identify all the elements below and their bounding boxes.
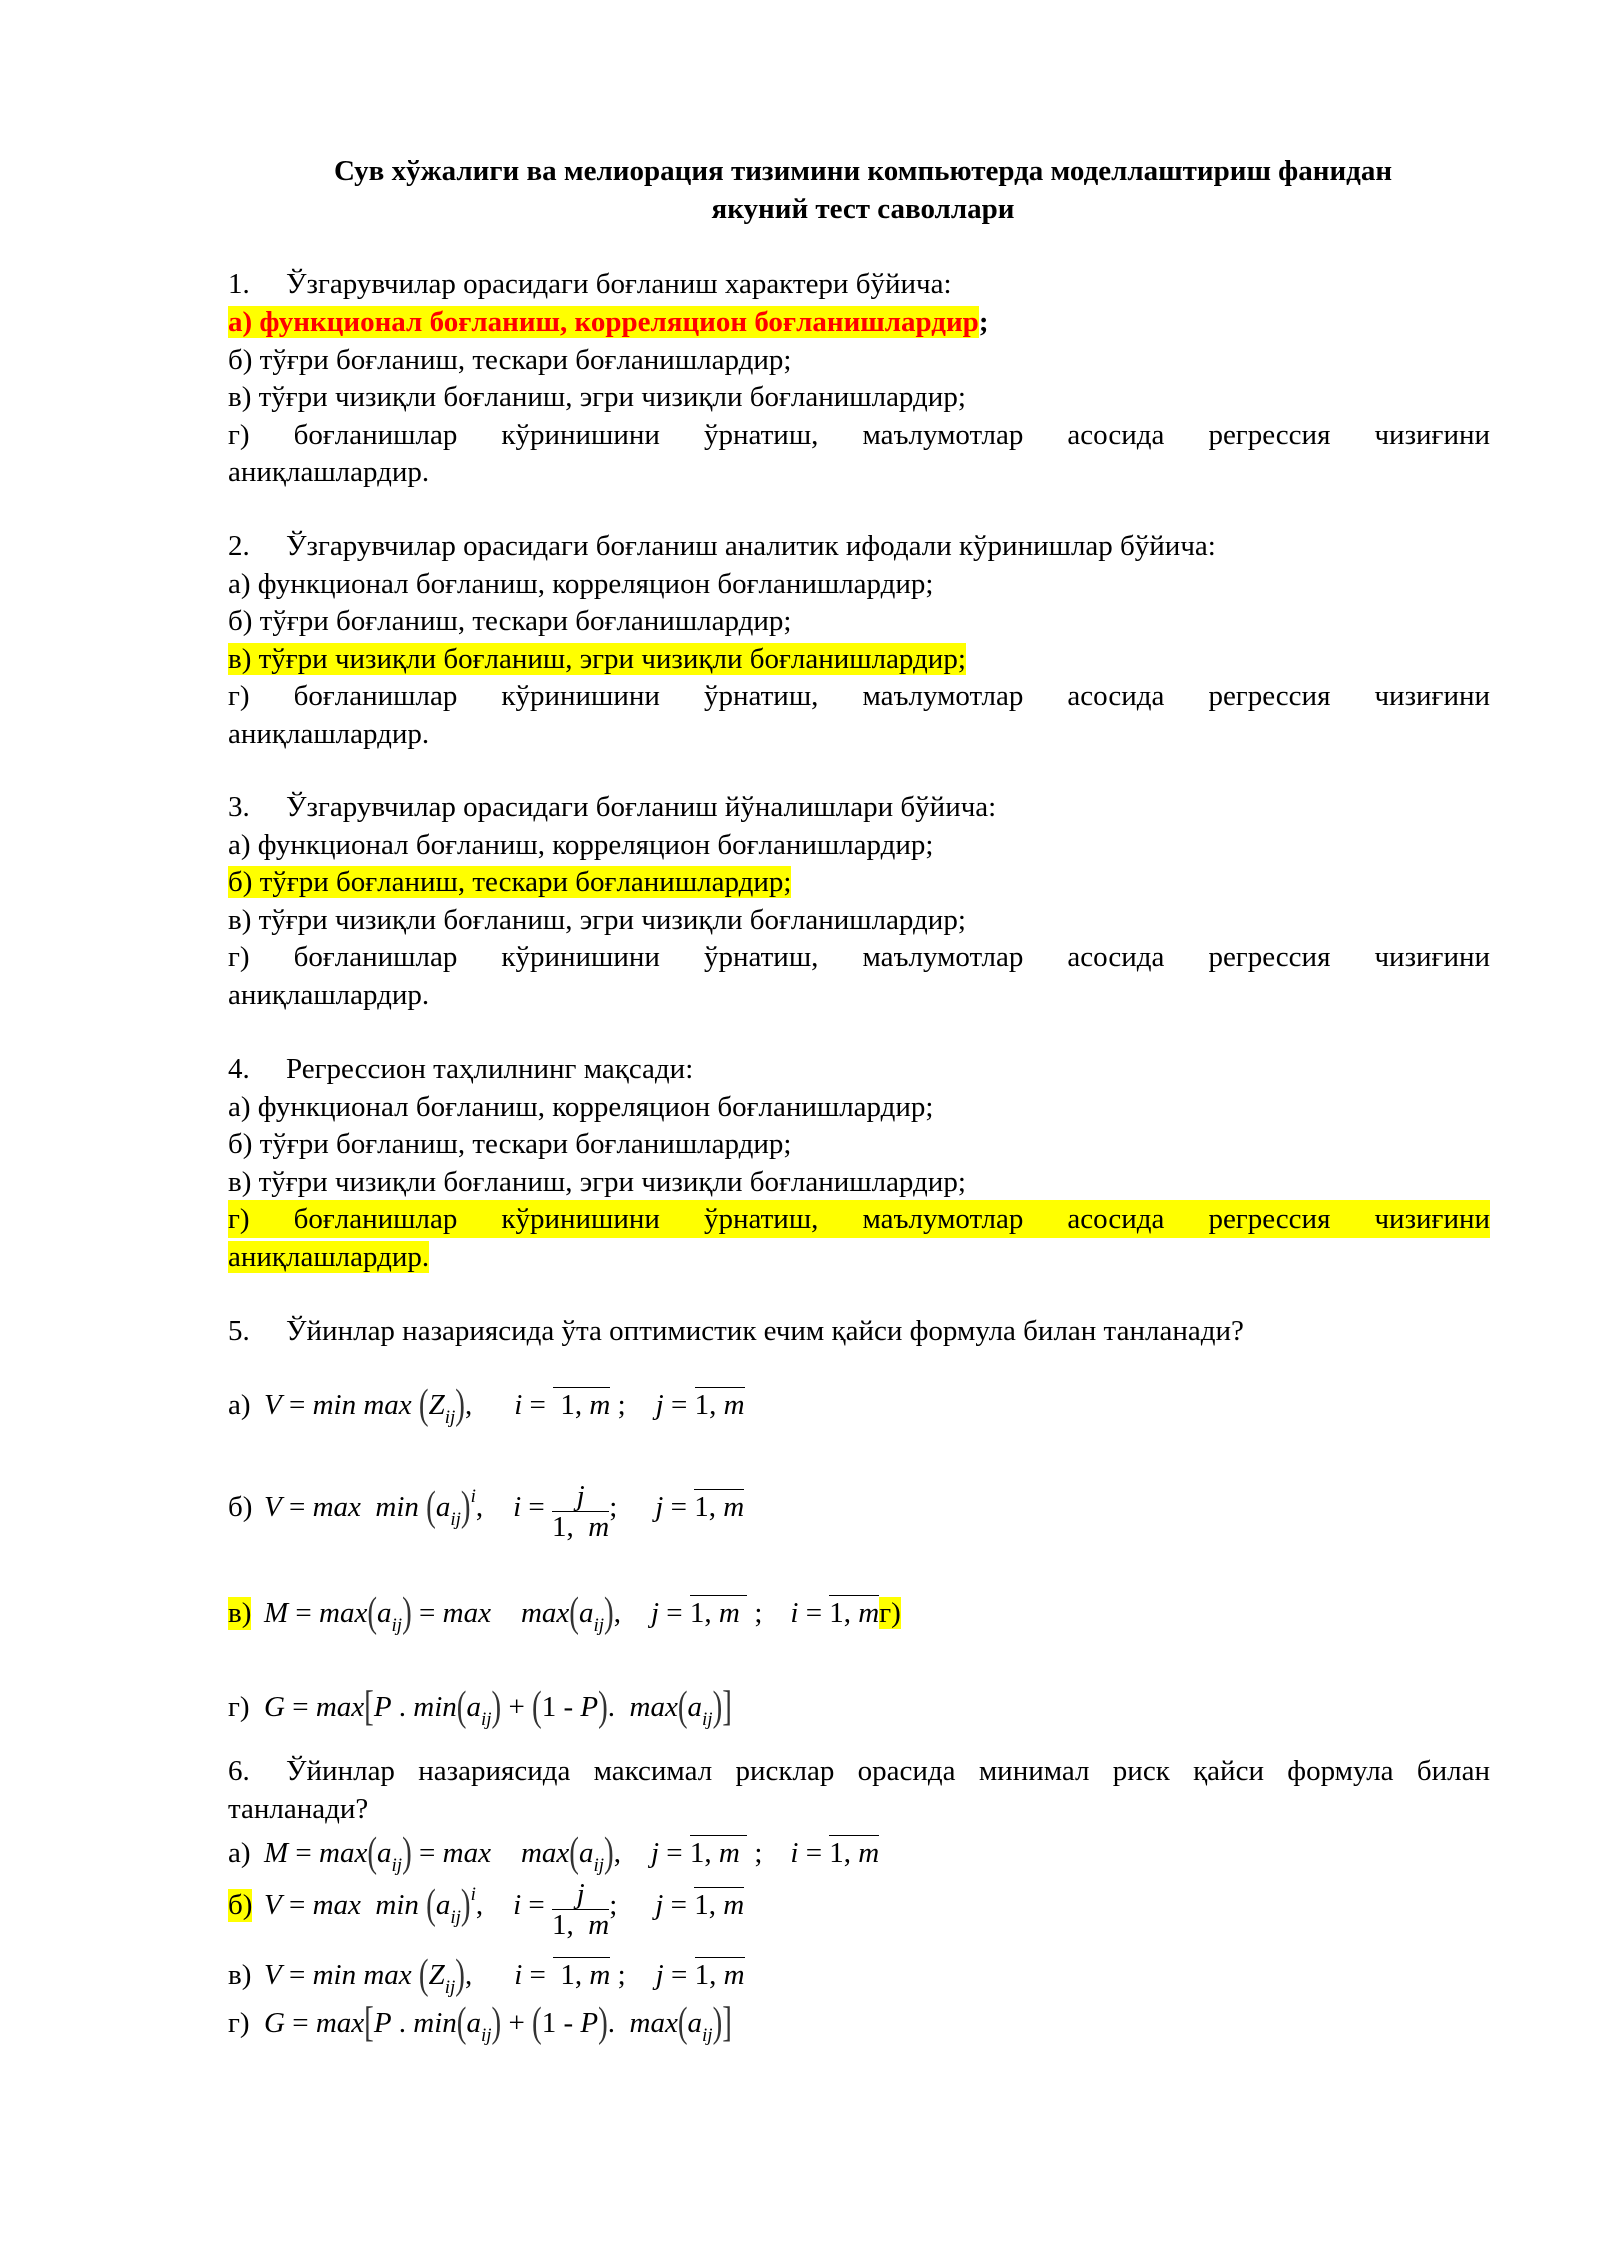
q4-option-g-line-2 xyxy=(228,1238,429,1276)
q3-option-a: а) функционал боғланиш, корреляцион боғланишлардир; xyxy=(228,829,934,861)
q3-option-g-line-2: аниқлашлардир. xyxy=(228,979,430,1011)
formula: $V = \max \min (a_{ij})^i$, i = $\frac{j}{1, m}$ ; j = 1, m xyxy=(264,1878,745,1941)
q2-option-a: а) функционал боғланиш, корреляцион боғланишлардир; xyxy=(228,568,934,600)
question-2 xyxy=(228,527,1216,565)
formula: G = max[P . $\min(a_{ij}) + (1 - P)$. $\max(a_{ij})$] xyxy=(264,1999,732,2046)
question-number: 6. xyxy=(228,1755,250,1787)
formula: $V = \min \max (Z_{ij})$, i = 1, m ; j = 1, m xyxy=(264,1951,745,1998)
question-text: Ўйинлар назариясида ўта оптимистик ечим қайси формула билан танланади? xyxy=(286,1315,1244,1347)
correct-answer: а) функционал боғланиш, корреляцион боғланишлардир xyxy=(228,306,979,338)
q1-option-g-line-1: г) боғланишлар кўринишини ўрнатиш, маълумотлар асосида регрессия чизиғини xyxy=(228,419,1490,451)
correct-answer: аниқлашлардир. xyxy=(228,1241,430,1273)
q3-option-g-line-1: г) боғланишлар кўринишини ўрнатиш, маълумотлар асосида регрессия чизиғини xyxy=(228,941,1490,973)
q1-option-v: в) тўғри чизиқли боғланиш, эгри чизиқли боғланишлардир; xyxy=(228,381,966,413)
q4-option-a: а) функционал боғланиш, корреляцион боғланишлардир; xyxy=(228,1091,934,1123)
formula: G = max[P . $\min(a_{ij}) + (1 - P)$. $\max(a_{ij})$] xyxy=(264,1683,732,1730)
q3-option-v: в) тўғри чизиқли боғланиш, эгри чизиқли боғланишлардир; xyxy=(228,904,966,936)
question-number: 2. xyxy=(228,530,250,562)
correct-answer-label: б) xyxy=(228,1889,253,1921)
correct-answer: б) тўғри боғланиш, тескари боғланишлардир; xyxy=(228,866,792,898)
q3-option-b xyxy=(228,863,791,901)
q1-option-a: а) функционал боғланиш, корреляцион боғланишлардир; xyxy=(228,306,989,338)
q4-option-b: б) тўғри боғланиш, тескари боғланишлардир; xyxy=(228,1128,792,1160)
q2-option-v xyxy=(228,640,966,678)
question-number: 1. xyxy=(228,268,250,300)
q2-option-g-line-2: аниқлашлардир. xyxy=(228,718,430,750)
question-text: Ўйинлар назариясида максимал рисклар орасида минимал риск қайси формула билан xyxy=(286,1755,1490,1787)
q2-option-b: б) тўғри боғланиш, тескари боғланишлардир; xyxy=(228,605,792,637)
question-number: 5. xyxy=(228,1315,250,1347)
question-1 xyxy=(228,265,952,303)
correct-answer: в) тўғри чизиқли боғланиш, эгри чизиқли боғланишлардир; xyxy=(228,643,966,675)
document-title-line-2: якуний тест саволлари xyxy=(711,193,1015,225)
question-text: Ўзгарувчилар орасидаги боғланиш аналитик ифодали кўринишлар бўйича: xyxy=(286,530,1216,562)
formula: $M = \max(a_{ij}) = \max \max(a_{ij})$, j = 1, m ; i = 1, m xyxy=(264,1829,880,1876)
question-text: Ўзгарувчилар орасидаги боғланиш йўналишлари бўйича: xyxy=(286,791,997,823)
question-text: Ўзгарувчилар орасидаги боғланиш характери бўйича: xyxy=(286,268,952,300)
formula: $V = \max \min (a_{ij})^i$, i = $\frac{j}{1, m}$ ; j = 1, m xyxy=(264,1480,745,1543)
question-number: 3. xyxy=(228,791,250,823)
question-number: 4. xyxy=(228,1053,250,1085)
formula: $M = \max(a_{ij}) = \max \max(a_{ij})$, j = 1, m ; i = 1, mг) xyxy=(264,1589,901,1636)
question-5 xyxy=(228,1312,1244,1350)
question-6 xyxy=(228,1752,1490,1790)
question-6-line-2: танланади? xyxy=(228,1793,369,1825)
q1-option-g-line-2: аниқлашлардир. xyxy=(228,456,430,488)
question-4 xyxy=(228,1050,693,1088)
q2-option-g-line-1: г) боғланишлар кўринишини ўрнатиш, маълумотлар асосида регрессия чизиғини xyxy=(228,680,1490,712)
question-3 xyxy=(228,788,996,826)
q4-option-g-line-1: г) боғланишлар кўринишини ўрнатиш, маълумотлар асосида регрессия чизиғини xyxy=(228,1200,1490,1238)
document-title-line-1: Сув хўжалиги ва мелиорация тизимини компьютерда моделлаштириш фанидан xyxy=(333,155,1393,187)
q4-option-v: в) тўғри чизиқли боғланиш, эгри чизиқли боғланишлардир; xyxy=(228,1166,966,1198)
q1-option-b: б) тўғри боғланиш, тескари боғланишлардир; xyxy=(228,344,792,376)
question-text: Регрессион таҳлилнинг мақсади: xyxy=(286,1053,694,1085)
formula: $V = \min \max (Z_{ij})$, i = 1, m ; j = 1, m xyxy=(264,1381,745,1428)
document-page: Сув хўжалиги ва мелиорация тизимини компьютерда моделлаштириш фанидан якуний тест саволлари 1. Ўзгарувчилар орасидаги боғланиш характери бўйича: а) функционал боғланиш, корреляцион боғланишлардир; б) тўғри боғланиш, тескари боғланишлардир; в) тўғри чизиқли боғланиш, эгри чизиқли боғланишлардир; г) боғланишлар кўринишини ўрнатиш, маълумотлар асосида регрессия чизиғини аниқлашлардир. 2. Ўзгарувчилар орасидаги боғланиш аналитик ифодали кўринишлар бўйича: а) функционал боғланиш, корреляцион боғланишлардир; б) тўғри боғланиш, тескари боғланишлардир; в) тўғри чизиқли боғланиш, эгри чизиқли боғланишлардир; г) боғланишлар кўринишини ўрнатиш, маълумотлар асосида регрессия чизиғини аниқлашлардир. 3. Ўзгарувчилар орасидаги боғланиш йўналишлари бўйича: а) функционал боғланиш, корреляцион боғланишлардир; б) тўғри боғланиш, тескари боғланишлардир; в) тўғри чизиқли боғланиш, эгри чизиқли боғланишлардир; г) боғланишлар кўринишини ўрнатиш, маълумотлар асосида регрессия чизиғини аниқлашлардир. 4. Регрессион таҳлилнинг мақсади: а) функционал боғланиш, корреляцион боғланишлардир; б) тўғри боғланиш, тескари боғланишлардир; в) тўғри чизиқли боғланиш, эгри чизиқли боғланишлардир; г) боғланишлар кўринишини ўрнатиш, маълумотлар асосида регрессия чизиғини аниқлашлардир. 5. Ўйинлар назариясида ўта оптимистик ечим қайси формула билан танланади? а) $V = \min \max (Z_{ij})$, i = 1, m ; j = 1, m б) $V = \max \min (a_{ij})^i$, i = $\frac{j}{1, m}$ ; j = 1, m в) $M = \max(a_{ij}) = \max \max(a_{ij})$, j = 1, m ; i = 1, mг) г) G = max[P . $\min(a_{ij}) + (1 - P)$. $\max(a_{ij})$] 6. Ўйинлар назариясида максимал рисклар орасида минимал риск қайси формула билан танланади? а) $M = \max(a_{ij}) = \max \max(a_{ij})$, j = 1, m ; i = 1, m б) $V = \max \min (a_{ij})^i$, i = $\frac{j}{1, m}$ ; j = 1, m в) $V = \min \max (Z_{ij})$, i = 1, m ; j = 1, m г) G = max[P . $\min(a_{ij}) + (1 - P)$. $\max(a_{ij})$] xyxy=(0,0,1600,2262)
correct-answer-label: в) xyxy=(228,1597,252,1629)
